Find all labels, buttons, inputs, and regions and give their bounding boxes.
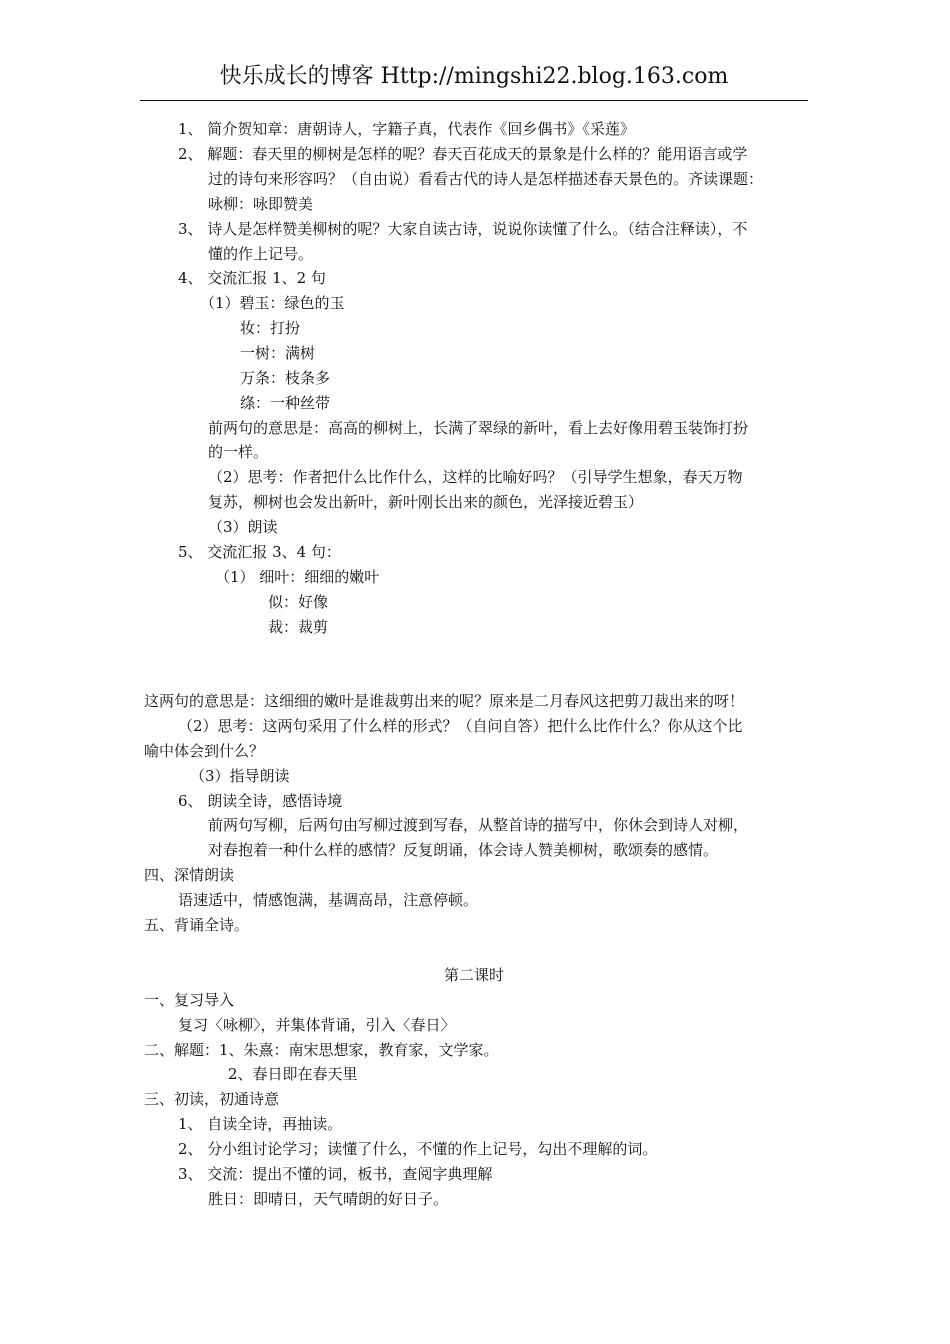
text-line: 过的诗句来形容吗？（自由说）看看古代的诗人是怎样描述春天景色的。齐读课题： xyxy=(208,170,764,188)
text-line: 咏柳：咏即赞美 xyxy=(208,195,314,213)
text-line: 2、 解题：春天里的柳树是怎样的呢？春天百花成天的景象是什么样的？能用语言或学 xyxy=(178,145,748,163)
text-line: 妆：打扮 xyxy=(240,319,301,337)
text-line: 3、 交流：提出不懂的词，板书，查阅字典理解 xyxy=(178,1165,493,1183)
section-heading: 三、初读，初通诗意 xyxy=(144,1090,280,1108)
text-line: （3）指导朗读 xyxy=(190,767,290,785)
text-line: 1、 自读全诗，再抽读。 xyxy=(178,1115,343,1133)
text-line: 3、 诗人是怎样赞美柳树的呢？大家自读古诗，说说你读懂了什么。（结合注释读），不 xyxy=(178,220,748,238)
text-line: 5、 交流汇报 3、4 句： xyxy=(178,543,341,561)
text-line: 胜日：即晴日，天气晴朗的好日子。 xyxy=(208,1190,449,1208)
text-line: 前两句写柳，后两句由写柳过渡到写春，从整首诗的描写中，你休会到诗人对柳， xyxy=(208,816,749,834)
text-line: 这两句的意思是：这细细的嫩叶是谁裁剪出来的呢？原来是二月春风这把剪刀裁出来的呀！ xyxy=(144,692,745,710)
text-line: 的一样。 xyxy=(208,443,269,461)
lesson-title: 第二课时 xyxy=(443,966,504,984)
text-line: （3）朗读 xyxy=(208,518,278,536)
text-line: 2、春日即在春天里 xyxy=(228,1065,358,1083)
text-line: 复习〈咏柳〉，并集体背诵，引入〈春日〉 xyxy=(178,1016,456,1034)
text-line: （2）思考：作者把什么比作什么，这样的比喻好吗？（引导学生想象，春天万物 xyxy=(208,468,743,486)
page-header: 快乐成长的博客 Http://mingshi22.blog.163.com xyxy=(219,64,729,89)
text-line: （2）思考：这两句采用了什么样的形式？（自问自答）把什么比作什么？你从这个比 xyxy=(178,717,743,735)
text-line: （1）碧玉：绿色的玉 xyxy=(200,294,345,312)
text-line: 绦：一种丝带 xyxy=(240,394,331,412)
text-line: 一树：满树 xyxy=(240,344,316,362)
section-heading: 一、复习导入 xyxy=(144,991,235,1009)
section-heading: 五、背诵全诗。 xyxy=(144,916,250,934)
text-line: 复苏，柳树也会发出新叶，新叶刚长出来的颜色，光泽接近碧玉） xyxy=(208,493,644,511)
section-heading: 二、解题：1、朱熹：南宋思想家，教育家，文学家。 xyxy=(144,1041,499,1059)
text-line: （1） 细叶：细细的嫩叶 xyxy=(215,568,380,586)
text-line: 语速适中，情感饱满，基调高昂，注意停顿。 xyxy=(178,891,479,909)
text-line: 前两句的意思是：高高的柳树上，长满了翠绿的新叶，看上去好像用碧玉装饰打扮 xyxy=(208,419,749,437)
text-line: 懂的作上记号。 xyxy=(208,245,314,263)
header-rule xyxy=(140,100,808,101)
section-heading: 四、深情朗读 xyxy=(144,866,235,884)
text-line: 2、 分小组讨论学习；读懂了什么，不懂的作上记号，勾出不理解的词。 xyxy=(178,1140,658,1158)
text-line: 6、 朗读全诗，感悟诗境 xyxy=(178,792,343,810)
text-line: 万条：枝条多 xyxy=(240,369,331,387)
text-line: 对春抱着一种什么样的感情？反复朗诵，体会诗人赞美柳树，歌颂奏的感情。 xyxy=(208,841,719,859)
text-line: 4、 交流汇报 1、2 句 xyxy=(178,269,326,287)
text-line: 似：好像 xyxy=(268,593,329,611)
text-line: 裁：裁剪 xyxy=(268,618,329,636)
text-line: 1、 简介贺知章：唐朝诗人，字籍子真，代表作《回乡偶书》《采莲》 xyxy=(178,120,635,138)
text-line: 喻中体会到什么？ xyxy=(144,742,265,760)
